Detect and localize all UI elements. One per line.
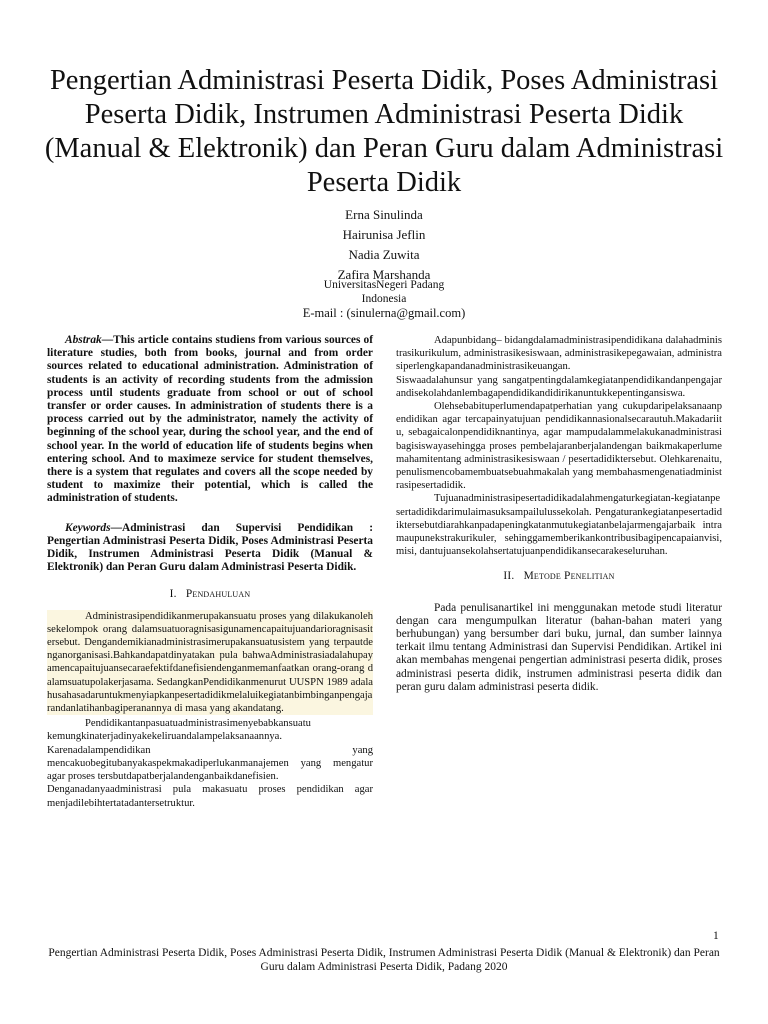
- author-list: [0, 205, 768, 285]
- abstract-label: Abstrak: [65, 334, 102, 346]
- abstract: [47, 334, 373, 506]
- author-name: Hairunisa Jeflin: [342, 227, 426, 242]
- section-title: Pendahuluan: [185, 588, 251, 601]
- affiliation: [0, 278, 768, 320]
- right-column: [396, 334, 722, 694]
- page-footer: Pengertian Administrasi Peserta Didik, Poses Administrasi Peserta Didik, Instrumen Administrasi Peserta Didik (Manual & Elektronik) dan Peran Guru dalam Administrasi Peserta Didik, Padang 2020: [48, 947, 720, 973]
- page-number: 1: [713, 930, 719, 942]
- body-paragraph: Olehsebabituperlumendapatperhatian yang cukupdaripelaksanaanpendidikan agar tercapainyatujuan pendidikannasionalsecarautuh.Makadariitu, sebagaicalonpendidiknantinya, agar mampudalammelakukanadministrasibagisiswayasehingga proses pembelajaranberjalandengan baikmakaperlumemahamitentang administrasikesiswaan / pesertadidiktersebut. Olehkarenaitu, penulismencobamembuatsebuahmakalah yang membahasmengenatiadministrasipesertadidik.: [396, 401, 722, 492]
- author-name: Zafira Marshanda: [337, 267, 431, 282]
- method-paragraph: Pada penulisanartikel ini menggunakan metode studi literatur dengan cara mengumpulkan literatur (bahan-bahan materi yang berhubungan) yang bersumber dari buku, jurnal, dan sumber lainnya terkait ilmu tentang Administrasi dan Supervisi Pendidikan. Artikel ini akan membahas mengenai pengertian administrasi peserta didik, proses administrasi peserta didik, instrumen administrasi peserta didik dan peran guru dalam administrasi peserta didik.: [396, 601, 722, 693]
- section-number: I.: [169, 588, 177, 601]
- paper-title: Pengertian Administrasi Peserta Didik, Poses Administrasi Peserta Didik, Instrumen Administrasi Peserta Didik (Manual & Elektronik) dan Peran Guru dalam Administrasi Peserta Didik: [44, 65, 724, 198]
- body-paragraph: Siswaadalahunsur yang sangatpentingdalamkegiatanpendidikandanpengajarandisekolahdanlembagapendidikandidirikanuntukkepentingansiswa.: [396, 374, 722, 399]
- keywords: [47, 522, 373, 575]
- keywords-dash: —: [110, 521, 122, 534]
- keywords-label: Keywords: [65, 521, 111, 534]
- intro-paragraph: Pendidikantanpasuatuadministrasimenyebabkansuatu kemungkinaterjadinyakekeliruandalampelaksanaannya. Karenadalampendidikan yang mencakuobegitubanyakaspekmakadiperlukanmanajemen yang mengatur agar proses tersbutdapatberjalandenganbaikdanefisien.: [47, 718, 373, 783]
- body-paragraph: Adapunbidang– bidangdalamadministrasipendidikana dalahadministrasikurikulum, administrasikesiswaan, administrasikepegawaian, administrasiperlengkapandanadministrasikeuangan.: [396, 335, 722, 373]
- intro-paragraph: Denganadanyaadministrasi pula makasuatu proses pendidikan agar menjadilebihtertatadantersetruktur.: [47, 784, 373, 809]
- intro-paragraph-highlighted: Administrasipendidikanmerupakansuatu proses yang dilakukanolehsekelompok orang dalamsuatuoragnisasigunamencapaitujuandarioragnisasitersebut. Dengandemikianadministrasimerupakansuatusistem yang terpautdenganorganisasi.Bahkandapatdinyatakan pula bahwaAdministrasiadalahupayamencapaitujuansecaraefektifdanefisiendenganmemanfaatkan orang-orang dalamsuatupolakerjasama. SedangkanPendidikanmenurut UUSPN 1989 adalahusahasadaruntukmenyiapkanpesertadidikmelaluikegiatanbimbinganpengajarandanlatihanbagiperanannya di masa yang akandatang.: [47, 610, 373, 715]
- affiliation-email: E-mail : (sinulerna@gmail.com): [302, 306, 466, 320]
- author-name: Nadia Zuwita: [348, 247, 420, 262]
- left-column: [47, 334, 373, 810]
- abstract-dash: —: [101, 334, 114, 346]
- affiliation-university: UniversitasNegeri Padang: [323, 279, 445, 291]
- keywords-text: Administrasi dan Supervisi Pendidikan : Pengertian Administrasi Peserta Didik, Poses Administrasi Peserta Didik, Instrumen Administrasi Peserta Didik (Manual & Elektronik) dan Peran Guru dalam Administrasi Peserta Didik.: [47, 521, 373, 574]
- section-heading: [47, 588, 373, 601]
- abstract-text: This article contains studiens from various sources of literature studies, both from books, journal and from order sources related to educational administration. Administration of students is an activity of recording students from the admission process until students graduate from school or out of school transfer or order causes. In administration of students there is a process carried out by the administrator, namely the activity of beginning of the school year, during the school year, and the end of school year. In the world of education life of students begins when entering school. And to maximeze service for student themselves, there is a system that regulates and covers all the scope needed by student to maximize their potential, which is called the administration of students.: [47, 334, 373, 505]
- body-paragraph: Tujuanadministrasipesertadidikadalahmengaturkegiatan-kegiatanpesertadidikdarimulaimasuksampailulussekolah. Pengaturankegiatanpesertadidiktersebutdiarahkanpadapeningkatanmutukegiatanbelajarmengajarbaik intra maupunekstrakurikuler, sehinggamemberikankontribusibagipencapaianvisi, misi, dantujuansekolahsertatujuanpendidikansecarakeseluruhan.: [396, 493, 722, 558]
- affiliation-country: Indonesia: [361, 293, 407, 305]
- author-name: Erna Sinulinda: [345, 207, 423, 222]
- section-heading: [396, 570, 722, 583]
- section-title: Metode Penelitian: [523, 570, 615, 583]
- section-number: II.: [503, 570, 515, 583]
